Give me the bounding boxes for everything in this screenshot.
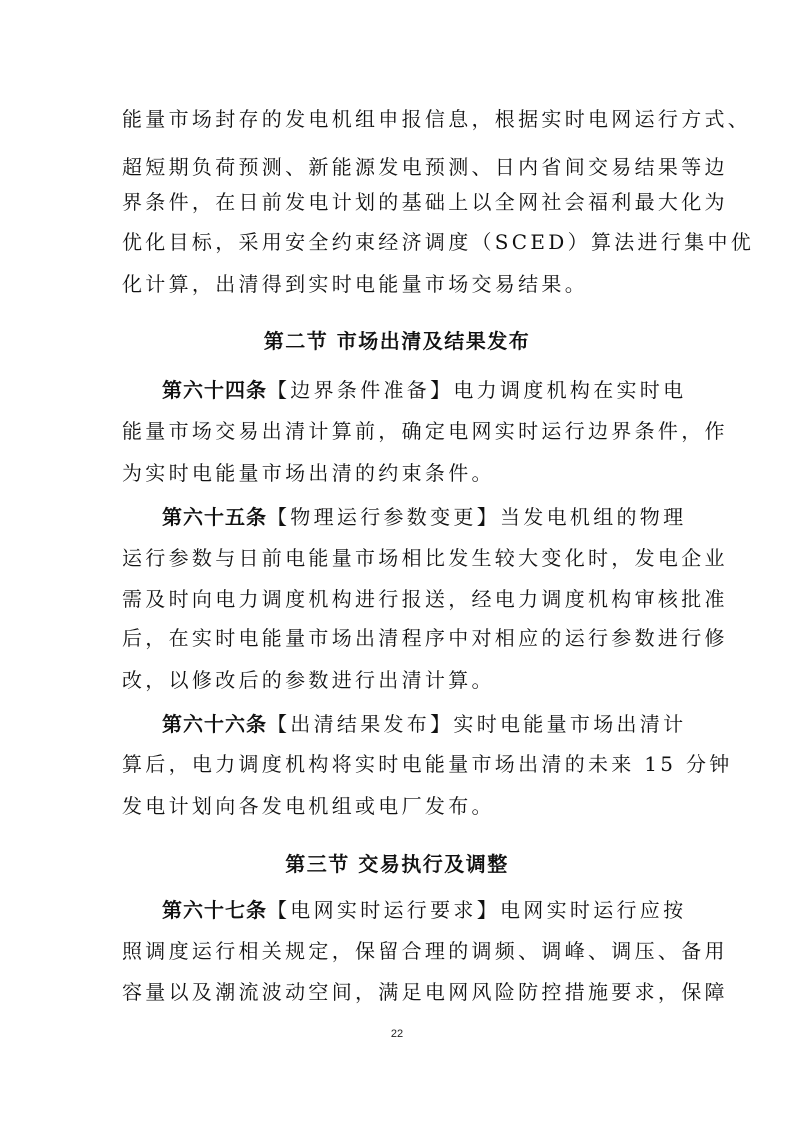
article-text: 【出清结果发布】实时电能量市场出清计 (267, 712, 687, 736)
article-65-first-line (162, 497, 687, 537)
article-text: 【电网实时运行要求】电网实时运行应按 (267, 898, 687, 922)
article-label: 第六十六条 (162, 712, 267, 736)
article-66-first-line (162, 704, 687, 744)
article-text: 【边界条件准备】电力调度机构在实时电 (267, 378, 687, 402)
article-text: 【物理运行参数变更】当发电机组的物理 (267, 505, 687, 529)
article-label: 第六十五条 (162, 505, 267, 529)
text-line: 超短期负荷预测、新能源发电预测、日内省间交易结果等边 (122, 155, 728, 179)
text-line: 容量以及潮流波动空间，满足电网风险防控措施要求，保障 (122, 980, 728, 1004)
text-line: 界条件，在日前发电计划的基础上以全网社会福利最大化为 (122, 190, 728, 214)
text-line: 改，以修改后的参数进行出清计算。 (122, 668, 495, 692)
article-67-first-line (162, 890, 687, 930)
text-line: 能量市场交易出清计算前，确定电网实时运行边界条件，作 (122, 419, 728, 443)
text-line: 为实时电能量市场出清的约束条件。 (122, 461, 495, 485)
text-line: 后，在实时电能量市场出清程序中对相应的运行参数进行修 (122, 626, 728, 650)
article-label: 第六十七条 (162, 898, 267, 922)
text-line: 化计算，出清得到实时电能量市场交易结果。 (122, 272, 588, 296)
text-line: 运行参数与日前电能量市场相比发生较大变化时，发电企业 (122, 546, 728, 570)
text-line: 能量市场封存的发电机组申报信息，根据实时电网运行方式、 (122, 107, 752, 131)
text-line: 算后，电力调度机构将实时电能量市场出清的未来 15 分钟 (122, 752, 733, 776)
text-line: 优化目标，采用安全约束经济调度（SCED）算法进行集中优 (122, 230, 755, 254)
article-label: 第六十四条 (162, 378, 267, 402)
text-line: 照调度运行相关规定，保留合理的调频、调峰、调压、备用 (122, 939, 728, 963)
section-heading: 第二节 市场出清及结果发布 (263, 329, 531, 353)
section-heading: 第三节 交易执行及调整 (285, 852, 509, 876)
text-line: 需及时向电力调度机构进行报送，经电力调度机构审核批准 (122, 587, 728, 611)
article-64-first-line (162, 370, 687, 410)
text-line: 发电计划向各发电机组或电厂发布。 (122, 794, 495, 818)
page-number: 22 (390, 1028, 404, 1040)
